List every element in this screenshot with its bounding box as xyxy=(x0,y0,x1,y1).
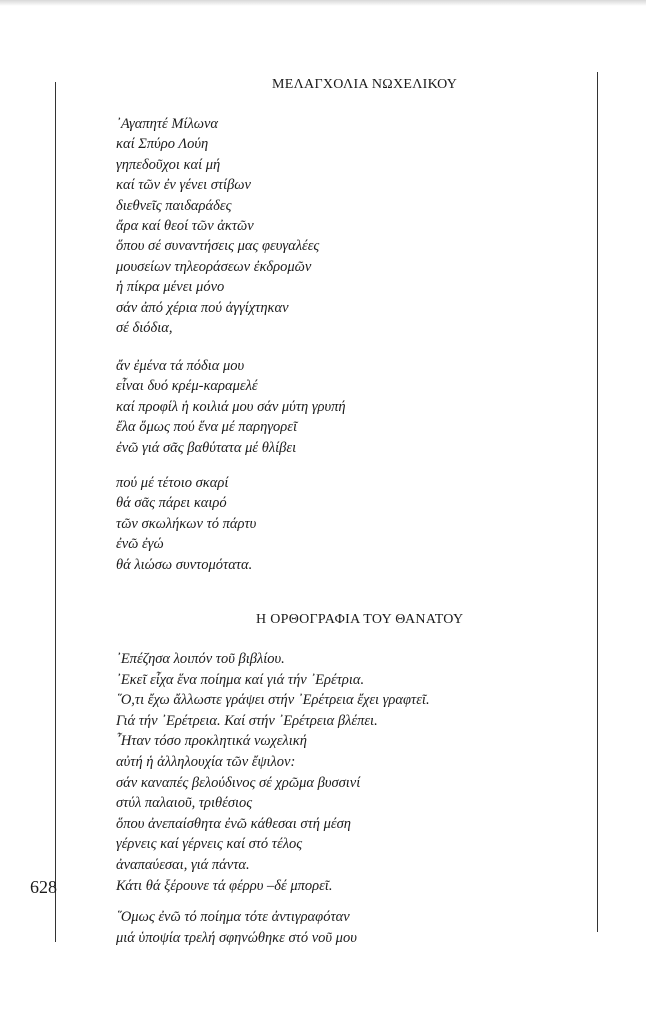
verse-line: αὐτή ἡ ἀλληλουχία τῶν ἔψιλον: xyxy=(116,753,296,770)
verse-line: θά λιώσω συντομότατα. xyxy=(116,556,253,573)
verse-line: ᾿Επέζησα λοιπόν τοῦ βιβλίου. xyxy=(116,651,285,667)
verse-line: ἀναπαύεσαι, γιά πάντα. xyxy=(116,856,250,873)
verse-line: ἐνῶ γιά σᾶς βαθύτατα μέ θλίβει xyxy=(116,439,297,456)
poem-1-stanza-3 xyxy=(116,473,256,575)
poem-title-melancholia: ΜΕΛΑΓΧΟΛΙΑ ΝΩΧΕΛΙΚΟΥ xyxy=(272,77,458,92)
poem-title-orthografia: Η ΟΡΘΟΓΡΑΦΙΑ ΤΟΥ ΘΑΝΑΤΟΥ xyxy=(256,612,464,627)
verse-line: σέ διόδια, xyxy=(116,320,173,337)
verse-line: ἡ πίκρα μένει μόνο xyxy=(116,279,225,296)
verse-line: ὅπου σέ συναντήσεις μας φευγαλέες xyxy=(116,238,320,255)
poem-2-stanza-1 xyxy=(116,649,430,896)
verse-line: διεθνεῖς παιδαράδες xyxy=(116,197,232,214)
verse-line: Γιά τήν ᾿Ερέτρεια. Καί στήν ᾿Ερέτρεια βλέπει. xyxy=(116,712,378,729)
verse-line: ἄν ἐμένα τά πόδια μου xyxy=(116,358,245,374)
verse-line: τῶν σκωλήκων τό πάρτυ xyxy=(116,515,257,532)
verse-line: θά σᾶς πάρει καιρό xyxy=(116,495,227,512)
verse-line: ῞Ο,τι ἔχω ἄλλωστε γράψει στήν ᾿Ερέτρεια ἔχει γραφτεῖ. xyxy=(116,692,430,709)
verse-line: καί Σπύρο Λούη xyxy=(116,136,209,153)
right-margin-rule xyxy=(597,72,598,932)
verse-line: μουσείων τηλεοράσεων ἐκδρομῶν xyxy=(116,258,312,275)
left-margin-rule xyxy=(55,82,56,942)
verse-line: ἐνῶ ἐγώ xyxy=(116,536,164,553)
verse-line: ᾿Αγαπητέ Μίλωνα xyxy=(116,116,219,132)
verse-line: ᾿Εκεῖ εἶχα ἕνα ποίημα καί γιά τήν ᾿Ερέτρια. xyxy=(116,671,365,688)
verse-line: σάν καναπές βελούδινος σέ χρῶμα βυσσινί xyxy=(116,774,361,791)
verse-line: σάν ἀπό χέρια πού ἀγγίχτηκαν xyxy=(116,299,289,316)
verse-line: εἶναι δυό κρέμ-καραμελέ xyxy=(116,378,258,395)
verse-line: καί προφίλ ἡ κοιλιά μου σάν μύτη γρυπή xyxy=(116,398,346,415)
verse-line: γηπεδοῦχοι καί μή xyxy=(116,156,221,173)
verse-line: ῞Ομως ἐνῶ τό ποίημα τότε ἀντιγραφόταν xyxy=(116,909,350,925)
poem-2-stanza-2 xyxy=(116,907,357,948)
verse-line: ἄρα καί θεοί τῶν ἀκτῶν xyxy=(116,218,254,235)
verse-line: γέρνεις καί γέρνεις καί στό τέλος xyxy=(116,836,303,853)
page-top-shadow xyxy=(0,0,646,6)
verse-line: στύλ παλαιοῦ, τριθέσιος xyxy=(116,795,253,812)
verse-line: Κάτι θά ξέρουνε τά φέρρυ –δέ μπορεῖ. xyxy=(116,877,333,894)
verse-line: ὅπου ἀνεπαίσθητα ἐνῶ κάθεσαι στή μέση xyxy=(116,815,351,832)
poem-1-stanza-1 xyxy=(116,114,319,338)
poem-1-stanza-2 xyxy=(116,356,346,458)
verse-line: μιά ὑποψία τρελή σφηνώθηκε στό νοῦ μου xyxy=(116,929,357,946)
verse-line: ἔλα ὅμως πού ἕνα μέ παρηγορεῖ xyxy=(116,419,297,436)
verse-line: πού μέ τέτοιο σκαρί xyxy=(116,475,229,491)
page-number: 628 xyxy=(30,877,57,897)
verse-line: καί τῶν ἐν γένει στίβων xyxy=(116,177,251,194)
verse-line: ῏Ηταν τόσο προκλητικά νωχελική xyxy=(116,733,307,750)
